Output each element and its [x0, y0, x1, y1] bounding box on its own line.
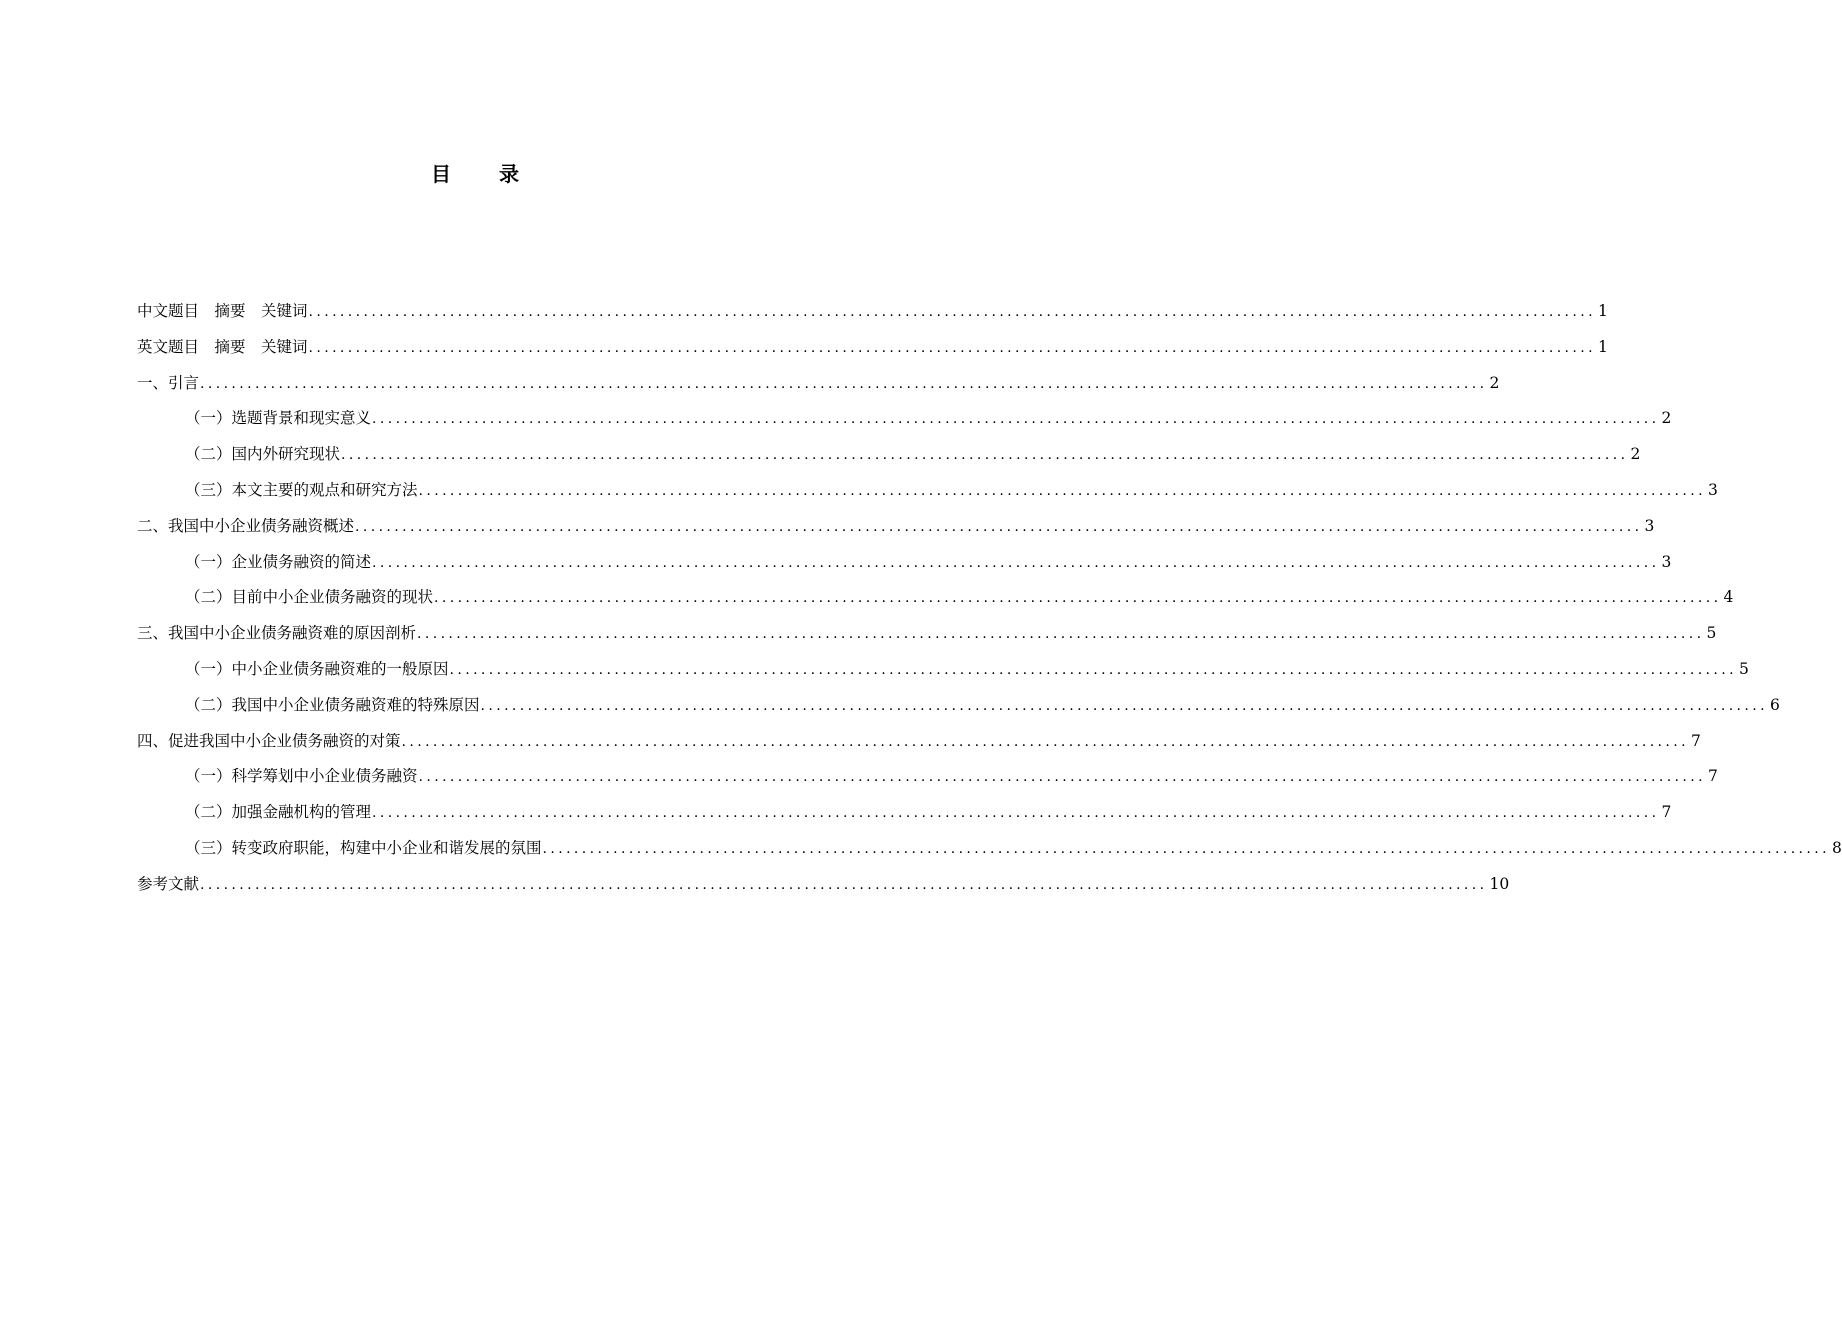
toc-page-number: 6 [1769, 695, 1780, 714]
toc-entry-text: 三、我国中小企业债务融资难的原因剖析 [137, 624, 417, 643]
toc-page-number: 8 [1831, 838, 1842, 857]
toc-entry-text: （二）加强金融机构的管理 [185, 803, 372, 822]
toc-entry [137, 403, 1672, 439]
toc-entry [137, 654, 1749, 690]
toc-page-number: 10 [1489, 874, 1510, 893]
toc-entry-text: 中文题目 摘要 关键词 [137, 302, 308, 320]
toc-entry [137, 368, 1500, 404]
toc-entry-text: （三）转变政府职能，构建中小企业和谐发展的氛围 [185, 838, 542, 857]
toc-leader-dots: .................................................................................................................................................................... [372, 554, 1660, 571]
toc-page-number: 1 [1597, 337, 1608, 356]
toc-leader-dots: .................................................................................................................................................................... [355, 518, 1643, 535]
toc-entry-text: （一）中小企业债务融资难的一般原因 [185, 659, 449, 678]
toc-page-number: 1 [1597, 302, 1608, 320]
toc-page-number: 2 [1630, 445, 1641, 464]
toc-entry [137, 726, 1701, 762]
toc-page-number: 2 [1661, 409, 1672, 428]
toc-title: 目 录 [431, 162, 533, 186]
toc-entry [137, 511, 1655, 547]
toc-entry-text: （二）国内外研究现状 [185, 445, 341, 464]
toc-entry [137, 797, 1672, 833]
toc-page-number: 4 [1723, 588, 1734, 607]
toc-leader-dots: .................................................................................................................................................................... [542, 840, 1830, 857]
toc-entry [137, 547, 1672, 583]
toc-entry [137, 332, 1608, 368]
toc-page-number: 7 [1690, 731, 1701, 750]
toc-page-number: 5 [1706, 624, 1717, 643]
toc-leader-dots: .................................................................................................................................................................... [341, 447, 1629, 464]
toc-entry [137, 475, 1718, 511]
toc-leader-dots: .................................................................................................................................................................... [434, 590, 1722, 607]
toc-entry [137, 439, 1641, 475]
toc-leader-dots: .................................................................................................................................................................... [480, 697, 1768, 714]
toc-entry [137, 582, 1734, 618]
toc-entry-text: 四、促进我国中小企业债务融资的对策 [137, 731, 401, 750]
toc-page-number: 3 [1707, 480, 1718, 499]
toc-entry [137, 833, 1842, 869]
toc-leader-dots: .................................................................................................................................................................... [372, 411, 1660, 428]
toc-entry [137, 296, 1608, 332]
toc-leader-dots: .................................................................................................................................................................... [417, 626, 1705, 643]
toc-leader-dots: .................................................................................................................................................................... [449, 661, 1737, 678]
toc-entry-text: （三）本文主要的观点和研究方法 [185, 480, 418, 499]
toc-page-number: 3 [1644, 516, 1655, 535]
toc-leader-dots: .................................................................................................................................................................... [372, 805, 1660, 822]
toc-entry-text: 英文题目 摘要 关键词 [137, 337, 308, 356]
toc-page-number: 5 [1738, 659, 1749, 678]
toc-entry-text: （一）选题背景和现实意义 [185, 409, 372, 428]
toc-leader-dots: .................................................................................................................................................................... [200, 876, 1488, 893]
toc-leader-dots: .................................................................................................................................................................... [418, 482, 1706, 499]
toc-entry-text: 二、我国中小企业债务融资概述 [137, 516, 355, 535]
toc-leader-dots: .................................................................................................................................................................... [308, 339, 1596, 356]
toc-leader-dots: .................................................................................................................................................................... [401, 733, 1689, 750]
toc-entry-text: 参考文献 [137, 874, 200, 893]
toc-page-number: 7 [1707, 767, 1718, 786]
toc-entry-text: （一）企业债务融资的简述 [185, 552, 372, 571]
toc-leader-dots: .................................................................................................................................................................... [418, 769, 1706, 786]
toc-entry [137, 690, 1780, 726]
toc-page-number: 2 [1489, 373, 1500, 392]
toc-page-number: 7 [1661, 803, 1672, 822]
toc-leader-dots: .................................................................................................................................................................... [308, 304, 1596, 320]
toc-entry [137, 869, 1510, 905]
toc-entry-text: （二）我国中小企业债务融资难的特殊原因 [185, 695, 480, 714]
toc-page-number: 3 [1661, 552, 1672, 571]
toc-entry-text: （二）目前中小企业债务融资的现状 [185, 588, 434, 607]
toc-entry-text: 一、引言 [137, 373, 200, 392]
toc-entry [137, 618, 1717, 654]
toc-entry-text: （一）科学筹划中小企业债务融资 [185, 767, 418, 786]
toc-list [137, 296, 1842, 905]
toc-entry [137, 761, 1718, 797]
toc-leader-dots: .................................................................................................................................................................... [200, 375, 1488, 392]
